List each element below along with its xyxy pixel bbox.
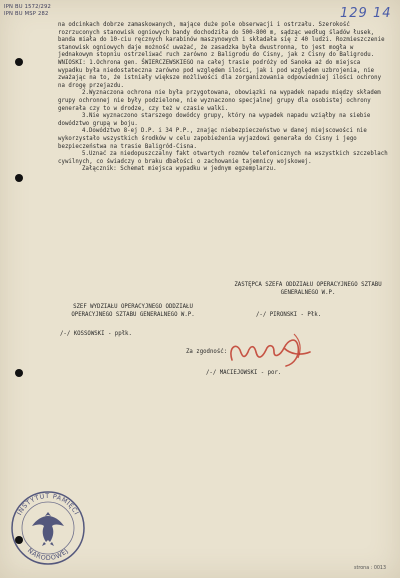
page-number: strona : 0013 xyxy=(354,566,387,571)
svg-text:INSTYTUT PAMIĘCI: INSTYTUT PAMIĘCI xyxy=(15,491,81,517)
folio-number: 129 14 xyxy=(340,6,392,21)
attachment-note: Załącznik: Schemat miejsca wypadku w jednym egzemplarzu. xyxy=(82,166,277,173)
paragraph-conclusion-4: 4.Dowództwo 8-ej D.P. i 34 P.P., znając niebezpieczeństwo w danej miejscowości nie wykorzystało wszystkich środków w celu zapobieżenia wyjazdowi generała do Cisny i jego bezpieczeństwa na trasie Baligród-Cisna. xyxy=(58,128,367,150)
archive-signature-1: IPN BU 1572/292 xyxy=(4,4,52,10)
right-signatory-title: ZASTĘPCA SZEFA ODDZIAŁU OPERACYJNEGO SZTABU GENERALNEGO W.P. xyxy=(234,282,382,296)
archive-signature-2: IPN BU MSP 282 xyxy=(4,11,49,17)
right-signatory-name: /-/ PIRONSKI - Płk. xyxy=(256,312,322,318)
paragraph-conclusion-3: 3.Nie wyznaczono starszego dowódcy grupy, który na wypadek napadu wziąłby na siebie dowództwo grupą w boju. xyxy=(58,113,371,127)
ipn-stamp xyxy=(8,488,88,568)
handwritten-signature xyxy=(214,326,324,376)
eagle-emblem-icon xyxy=(32,512,64,546)
punch-hole xyxy=(15,58,23,66)
punch-hole xyxy=(15,174,23,182)
left-signatory-title: SZEF WYDZIAŁU OPERACYJNEGO ODDZIAŁU OPERACYJNEGO SZTABU GENERALNEGO W.P. xyxy=(71,304,195,318)
left-signatory-name: /-/ KOSSOWSKI - ppłk. xyxy=(60,331,132,337)
paragraph-conclusions: WNIOSKI: 1.Ochrona gen. ŚWIERCZEWSKIEGO na całej trasie podróży od Sanoka aż do miejsca wypadku była niedostateczna zarówno pod względem ilości, jak i pod względem uzbrojenia, nie zważając na to, że istniały większe możliwości dla zorganizowania odpowiedniej ilości ochrony na drogę przejazdu. xyxy=(58,59,382,89)
paragraph-conclusion-2: 2.Wyznaczona ochrona nie była przygotowana, obowiązki na wypadek napadu między składem grupy ochronnej nie były podzielone, nie wyznaczono specjalnej grupy dla osobistej ochrony generała czy to w drodze, czy też w czasie walki. xyxy=(58,90,381,112)
paragraph-conclusion-5: 5.Uznać za niedopuszczalny fakt otwartych rozmów telefonicznych na wszystkich szczeblach cywilnych, co świadczy o braku dbałości o zachowanie tajemnicy wojskowej. xyxy=(58,151,388,165)
punch-hole xyxy=(15,369,23,377)
conformity-label: Za zgodność: xyxy=(186,349,228,355)
conformity-signatory-name: /-/ MACIEJOWSKI - por. xyxy=(206,370,282,376)
paragraph-ambush-description: na odcinkach dobrze zamaskowanych, mające duże pole obserwacji i ostrzału. Szerokość rozrzuconych stanowisk ogniowych bandy dochodziła do 500-800 m, sądząc według śladów łusek, banda miała do 10-ciu ręcznych karabinów maszynowych i składała się z 40 ludzi. Rozmieszczenie stanowisk ogniowych daje możność uważać, że zasadzka była dwustronna, to jest mogła w jednakowym stopniu ostrzeliwać ruch zarówno z Baligrodu do Cisny, jak z Cisny do Baligrodu. xyxy=(58,22,385,59)
svg-text:NARODOWEJ: NARODOWEJ xyxy=(25,546,71,563)
document-body xyxy=(58,22,388,174)
